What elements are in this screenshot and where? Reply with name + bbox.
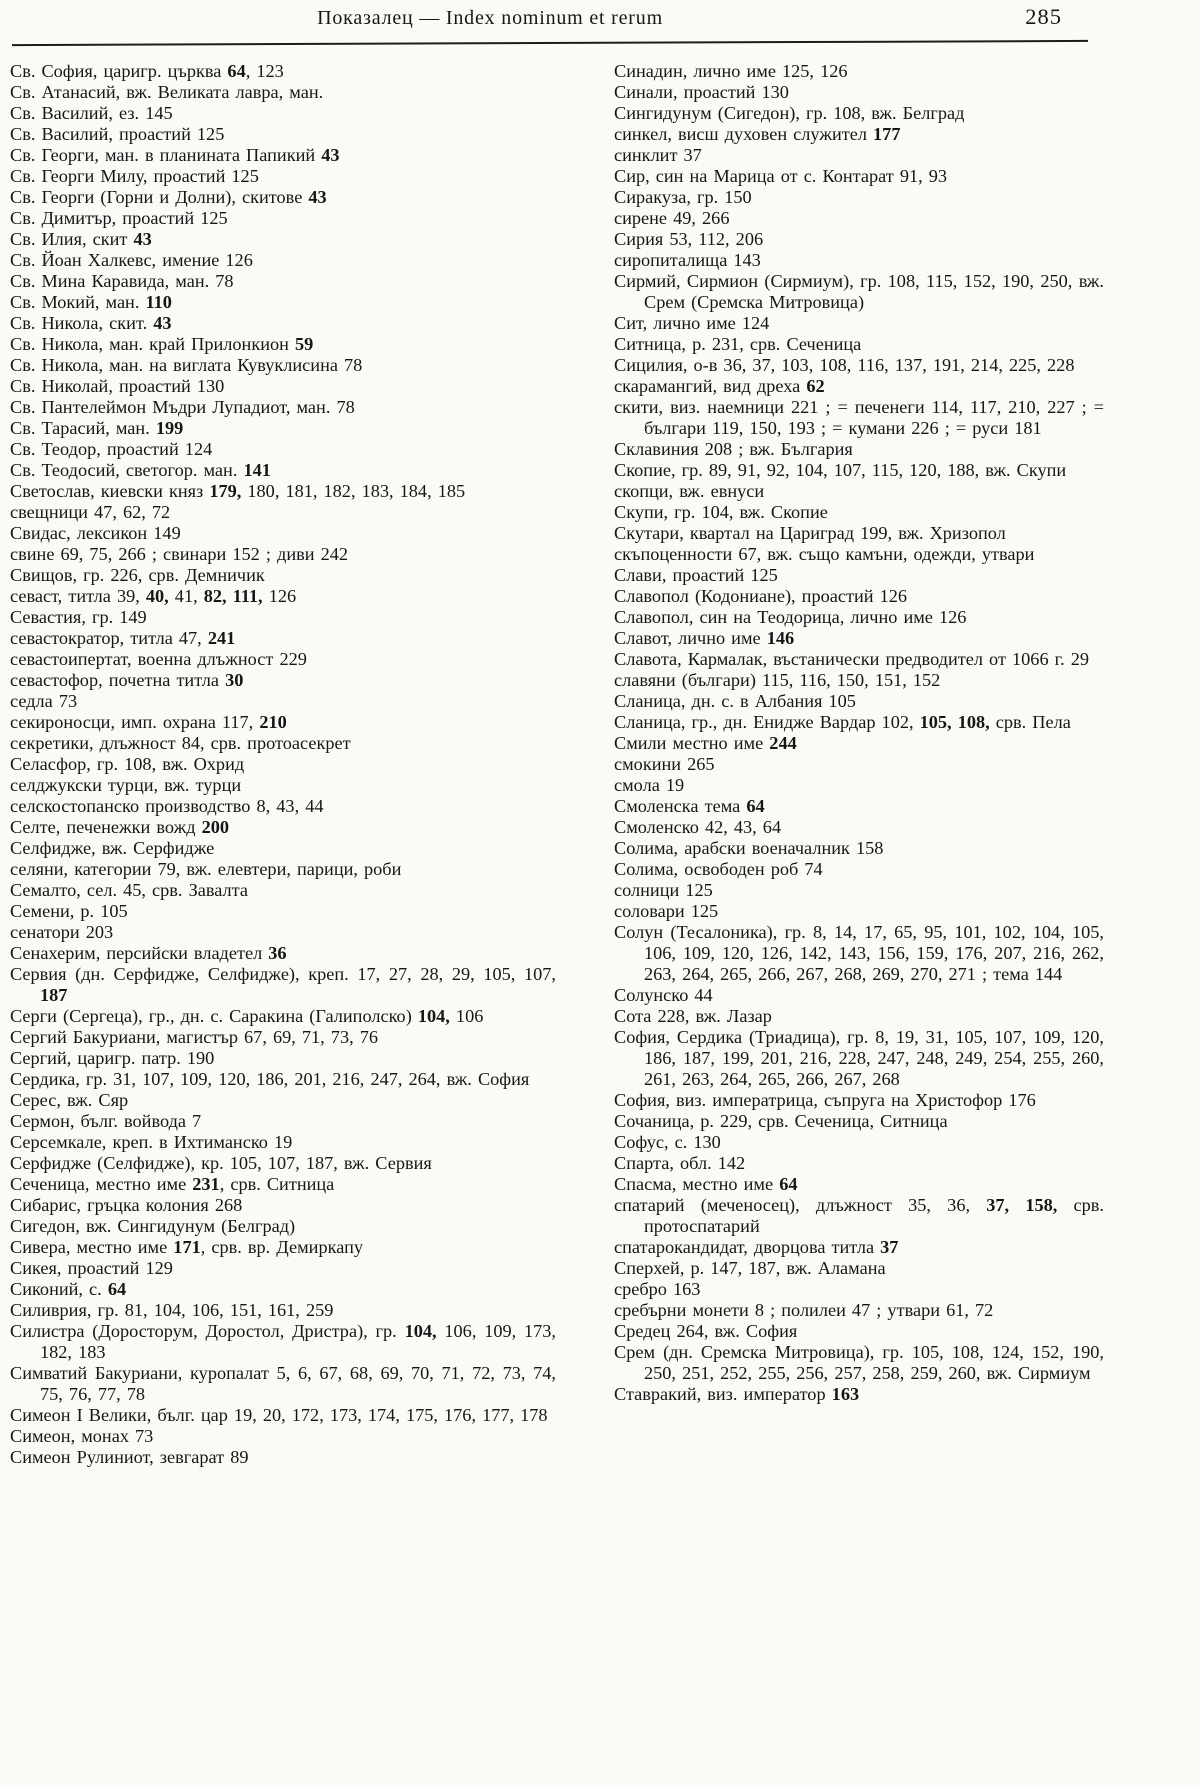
index-entry: Славота, Кармалак, въстанически предводител от 1066 г. 29 — [614, 649, 1090, 669]
index-entry: Смоленска тема 64 — [614, 796, 765, 816]
index-entry: Св. Василий, проастий 125 — [10, 124, 225, 144]
index-entry: Св. Георги Милу, проастий 125 — [10, 166, 259, 186]
index-entry: Славопол, син на Теодорица, лично име 126 — [614, 607, 967, 627]
index-entry: синклит 37 — [614, 145, 702, 165]
index-entry: Сингидунум (Сигедон), гр. 108, вж. Белград — [614, 103, 965, 123]
index-entry: Спасма, местно име 64 — [614, 1174, 798, 1194]
index-entry: София, Сердика (Триадица), гр. 8, 19, 31, 105, 107, 109, 120, 186, 187, 199, 201, 216, 228, 247, 248, 249, 254, 255, 260, 261, 263, 264, 265, 266, 267, 268 — [614, 1027, 1104, 1089]
running-title: Показалец — Index nominum et rerum — [317, 7, 663, 29]
index-entry: Св. Василий, ез. 145 — [10, 103, 173, 123]
index-entry: Солун (Тесалоника), гр. 8, 14, 17, 65, 95, 101, 102, 104, 105, 106, 109, 120, 126, 142, 143, 156, 159, 176, 207, 216, 262, 263, 264, 265, 266, 267, 268, 269, 270, 271 ; тема 144 — [614, 922, 1104, 984]
index-entry: Симеон Рулиниот, зевгарат 89 — [10, 1447, 249, 1467]
index-entry: смокини 265 — [614, 754, 715, 774]
index-entry: Солима, освободен роб 74 — [614, 859, 823, 879]
index-entry: свещници 47, 62, 72 — [10, 502, 171, 522]
index-entry: Св. Георги (Горни и Долни), скитове 43 — [10, 187, 327, 207]
index-entry: Сперхей, р. 147, 187, вж. Аламана — [614, 1258, 886, 1278]
index-entry: Симеон, монах 73 — [10, 1426, 154, 1446]
index-entry: Св. Димитър, проастий 125 — [10, 208, 228, 228]
index-entry: Серги (Сергеца), гр., дн. с. Саракина (Галиполско) 104, 106 — [10, 1006, 484, 1026]
index-entry: Сенахерим, персийски владетел 36 — [10, 943, 287, 963]
index-entry: Склавиния 208 ; вж. България — [614, 439, 853, 459]
index-entry: Селте, печенежки вожд 200 — [10, 817, 230, 837]
index-entry: Ставракий, виз. император 163 — [614, 1384, 860, 1404]
index-entry: Спарта, обл. 142 — [614, 1153, 746, 1173]
index-entry: селяни, категории 79, вж. елевтери, парици, роби — [10, 859, 402, 879]
index-entry: Св. Теодор, проастий 124 — [10, 439, 213, 459]
index-entry: Сирмий, Сирмион (Сирмиум), гр. 108, 115, 152, 190, 250, вж. Срем (Сремска Митровица) — [614, 271, 1104, 312]
index-entry: Сицилия, о-в 36, 37, 103, 108, 116, 137, 191, 214, 225, 228 — [614, 355, 1075, 375]
index-entry: Симеон I Велики, бълг. цар 19, 20, 172, 173, 174, 175, 176, 177, 178 — [10, 1405, 548, 1425]
index-entry: севаст, титла 39, 40, 41, 82, 111, 126 — [10, 586, 297, 606]
index-entry: Сервия (дн. Серфидже, Селфидже), креп. 17, 27, 28, 29, 105, 107, 187 — [10, 964, 556, 1005]
index-entry: соловари 125 — [614, 901, 719, 921]
index-entry: Св. Пантелеймон Мъдри Лупадиот, ман. 78 — [10, 397, 355, 417]
index-entry: Скутари, квартал на Цариград 199, вж. Хризопол — [614, 523, 1006, 543]
index-entry: Сергий, царигр. патр. 190 — [10, 1048, 215, 1068]
index-column-left — [10, 61, 556, 1468]
index-entry: селскостопанско производство 8, 43, 44 — [10, 796, 324, 816]
index-entry: седла 73 — [10, 691, 78, 711]
index-entry: Семени, р. 105 — [10, 901, 128, 921]
index-entry: Сергий Бакуриани, магистър 67, 69, 71, 73, 76 — [10, 1027, 379, 1047]
index-entry: Сирия 53, 112, 206 — [614, 229, 764, 249]
index-entry: сребърни монети 8 ; полилеи 47 ; утвари 61, 72 — [614, 1300, 994, 1320]
index-entry: Селасфор, гр. 108, вж. Охрид — [10, 754, 245, 774]
index-entry: Св. София, царигр. църква 64, 123 — [10, 61, 284, 81]
index-columns — [10, 61, 1104, 1468]
index-entry: Св. Георги, ман. в планината Папикий 43 — [10, 145, 340, 165]
index-entry: Сота 228, вж. Лазар — [614, 1006, 772, 1026]
index-entry: Сиконий, с. 64 — [10, 1279, 127, 1299]
index-entry: Смоленско 42, 43, 64 — [614, 817, 782, 837]
index-entry: солници 125 — [614, 880, 713, 900]
index-entry: Св. Илия, скит 43 — [10, 229, 152, 249]
index-entry: Свидас, лексикон 149 — [10, 523, 181, 543]
index-entry: Смили местно име 244 — [614, 733, 797, 753]
index-entry: Сир, син на Марица от с. Контарат 91, 93 — [614, 166, 948, 186]
index-entry: сиропиталища 143 — [614, 250, 761, 270]
index-entry: Сочаница, р. 229, срв. Сеченица, Ситница — [614, 1111, 948, 1131]
index-entry: Св. Теодосий, светогор. ман. 141 — [10, 460, 271, 480]
index-entry: Симватий Бакуриани, куропалат 5, 6, 67, 68, 69, 70, 71, 72, 73, 74, 75, 76, 77, 78 — [10, 1363, 556, 1404]
index-entry: Синадин, лично име 125, 126 — [614, 61, 848, 81]
index-entry: севастоипертат, военна длъжност 229 — [10, 649, 307, 669]
index-entry: Св. Никола, ман. край Прилонкион 59 — [10, 334, 314, 354]
index-entry: Силиврия, гр. 81, 104, 106, 151, 161, 259 — [10, 1300, 334, 1320]
index-entry: Семалто, сел. 45, срв. Завалта — [10, 880, 248, 900]
index-entry: Солунско 44 — [614, 985, 713, 1005]
index-entry: Селфидже, вж. Серфидже — [10, 838, 215, 858]
index-entry: секироносци, имп. охрана 117, 210 — [10, 712, 287, 732]
index-entry: Сигедон, вж. Сингидунум (Белград) — [10, 1216, 296, 1236]
index-entry: Светослав, киевски княз 179, 180, 181, 182, 183, 184, 185 — [10, 481, 466, 501]
index-entry: Сит, лично име 124 — [614, 313, 770, 333]
index-entry: Св. Никола, ман. на виглата Кувуклисина 78 — [10, 355, 363, 375]
index-entry: Софус, с. 130 — [614, 1132, 721, 1152]
index-entry: Синали, проастий 130 — [614, 82, 789, 102]
index-entry: Серфидже (Селфидже), кр. 105, 107, 187, вж. Сервия — [10, 1153, 432, 1173]
index-entry: Св. Мина Каравида, ман. 78 — [10, 271, 234, 291]
index-entry: сенатори 203 — [10, 922, 114, 942]
index-entry: селджукски турци, вж. турци — [10, 775, 242, 795]
index-entry: спатарий (меченосец), длъжност 35, 36, 37, 158, срв. протоспатарий — [614, 1195, 1104, 1236]
index-entry: Солима, арабски военачалник 158 — [614, 838, 884, 858]
index-entry: Св. Мокий, ман. 110 — [10, 292, 172, 312]
index-entry: Славопол (Кодониане), проастий 126 — [614, 586, 908, 606]
index-entry: Скопие, гр. 89, 91, 92, 104, 107, 115, 120, 188, вж. Скупи — [614, 460, 1067, 480]
index-entry: Св. Николай, проастий 130 — [10, 376, 225, 396]
index-entry: Севастия, гр. 149 — [10, 607, 147, 627]
index-entry: спатарокандидат, дворцова титла 37 — [614, 1237, 899, 1257]
index-entry: Св. Никола, скит. 43 — [10, 313, 172, 333]
index-entry: Сикея, проастий 129 — [10, 1258, 173, 1278]
index-entry: скити, виз. наемници 221 ; = печенеги 114, 117, 210, 227 ; = българи 119, 150, 193 ; = кумани 226 ; = руси 181 — [614, 397, 1104, 438]
index-entry: Свищов, гр. 226, срв. Демничик — [10, 565, 265, 585]
index-entry: Св. Тарасий, ман. 199 — [10, 418, 184, 438]
index-entry: скъпоценности 67, вж. също камъни, одежди, утвари — [614, 544, 1035, 564]
page-number: 285 — [1025, 4, 1062, 29]
index-entry: сирене 49, 266 — [614, 208, 730, 228]
index-entry: Сердика, гр. 31, 107, 109, 120, 186, 201, 216, 247, 264, вж. София — [10, 1069, 530, 1089]
index-entry: Св. Атанасий, вж. Великата лавра, ман. — [10, 82, 324, 102]
index-entry: сребро 163 — [614, 1279, 701, 1299]
index-entry: Скупи, гр. 104, вж. Скопие — [614, 502, 828, 522]
index-column-right — [614, 61, 1104, 1468]
index-entry: Силистра (Доросторум, Доростол, Дристра), гр. 104, 106, 109, 173, 182, 183 — [10, 1321, 557, 1362]
index-entry: Сибарис, гръцка колония 268 — [10, 1195, 243, 1215]
index-entry: Сивера, местно име 171, срв. вр. Демиркапу — [10, 1237, 364, 1257]
index-entry: Слави, проастий 125 — [614, 565, 778, 585]
index-entry: Сермон, бълг. войвода 7 — [10, 1111, 202, 1131]
index-entry: Св. Йоан Халкевс, имение 126 — [10, 250, 253, 270]
index-entry: Сеченица, местно име 231, срв. Ситница — [10, 1174, 335, 1194]
index-entry: севастофор, почетна титла 30 — [10, 670, 244, 690]
index-entry: Средец 264, вж. София — [614, 1321, 798, 1341]
index-entry: синкел, висш духовен служител 177 — [614, 124, 901, 144]
index-entry: севастократор, титла 47, 241 — [10, 628, 236, 648]
header-rule — [12, 40, 1088, 46]
index-entry: Ситница, р. 231, срв. Сеченица — [614, 334, 862, 354]
index-entry: София, виз. императрица, съпруга на Христофор 176 — [614, 1090, 1036, 1110]
index-entry: скопци, вж. евнуси — [614, 481, 765, 501]
index-entry: Сланица, дн. с. в Албания 105 — [614, 691, 856, 711]
index-entry: Сланица, гр., дн. Енидже Вардар 102, 105, 108, срв. Пела — [614, 712, 1071, 732]
index-entry: свине 69, 75, 266 ; свинари 152 ; диви 242 — [10, 544, 349, 564]
index-entry: Срем (дн. Сремска Митровица), гр. 105, 108, 124, 152, 190, 250, 251, 252, 255, 256, 257, 258, 259, 260, вж. Сирмиум — [614, 1342, 1104, 1383]
index-entry: смола 19 — [614, 775, 685, 795]
index-entry: славяни (българи) 115, 116, 150, 151, 152 — [614, 670, 941, 690]
index-entry: секретики, длъжност 84, срв. протоасекрет — [10, 733, 351, 753]
index-entry: Славот, лично име 146 — [614, 628, 795, 648]
index-entry: Серсемкале, креп. в Ихтиманско 19 — [10, 1132, 293, 1152]
index-entry: Сиракуза, гр. 150 — [614, 187, 752, 207]
index-entry: Серес, вж. Сяр — [10, 1090, 129, 1110]
index-entry: скарамангий, вид дреха 62 — [614, 376, 825, 396]
